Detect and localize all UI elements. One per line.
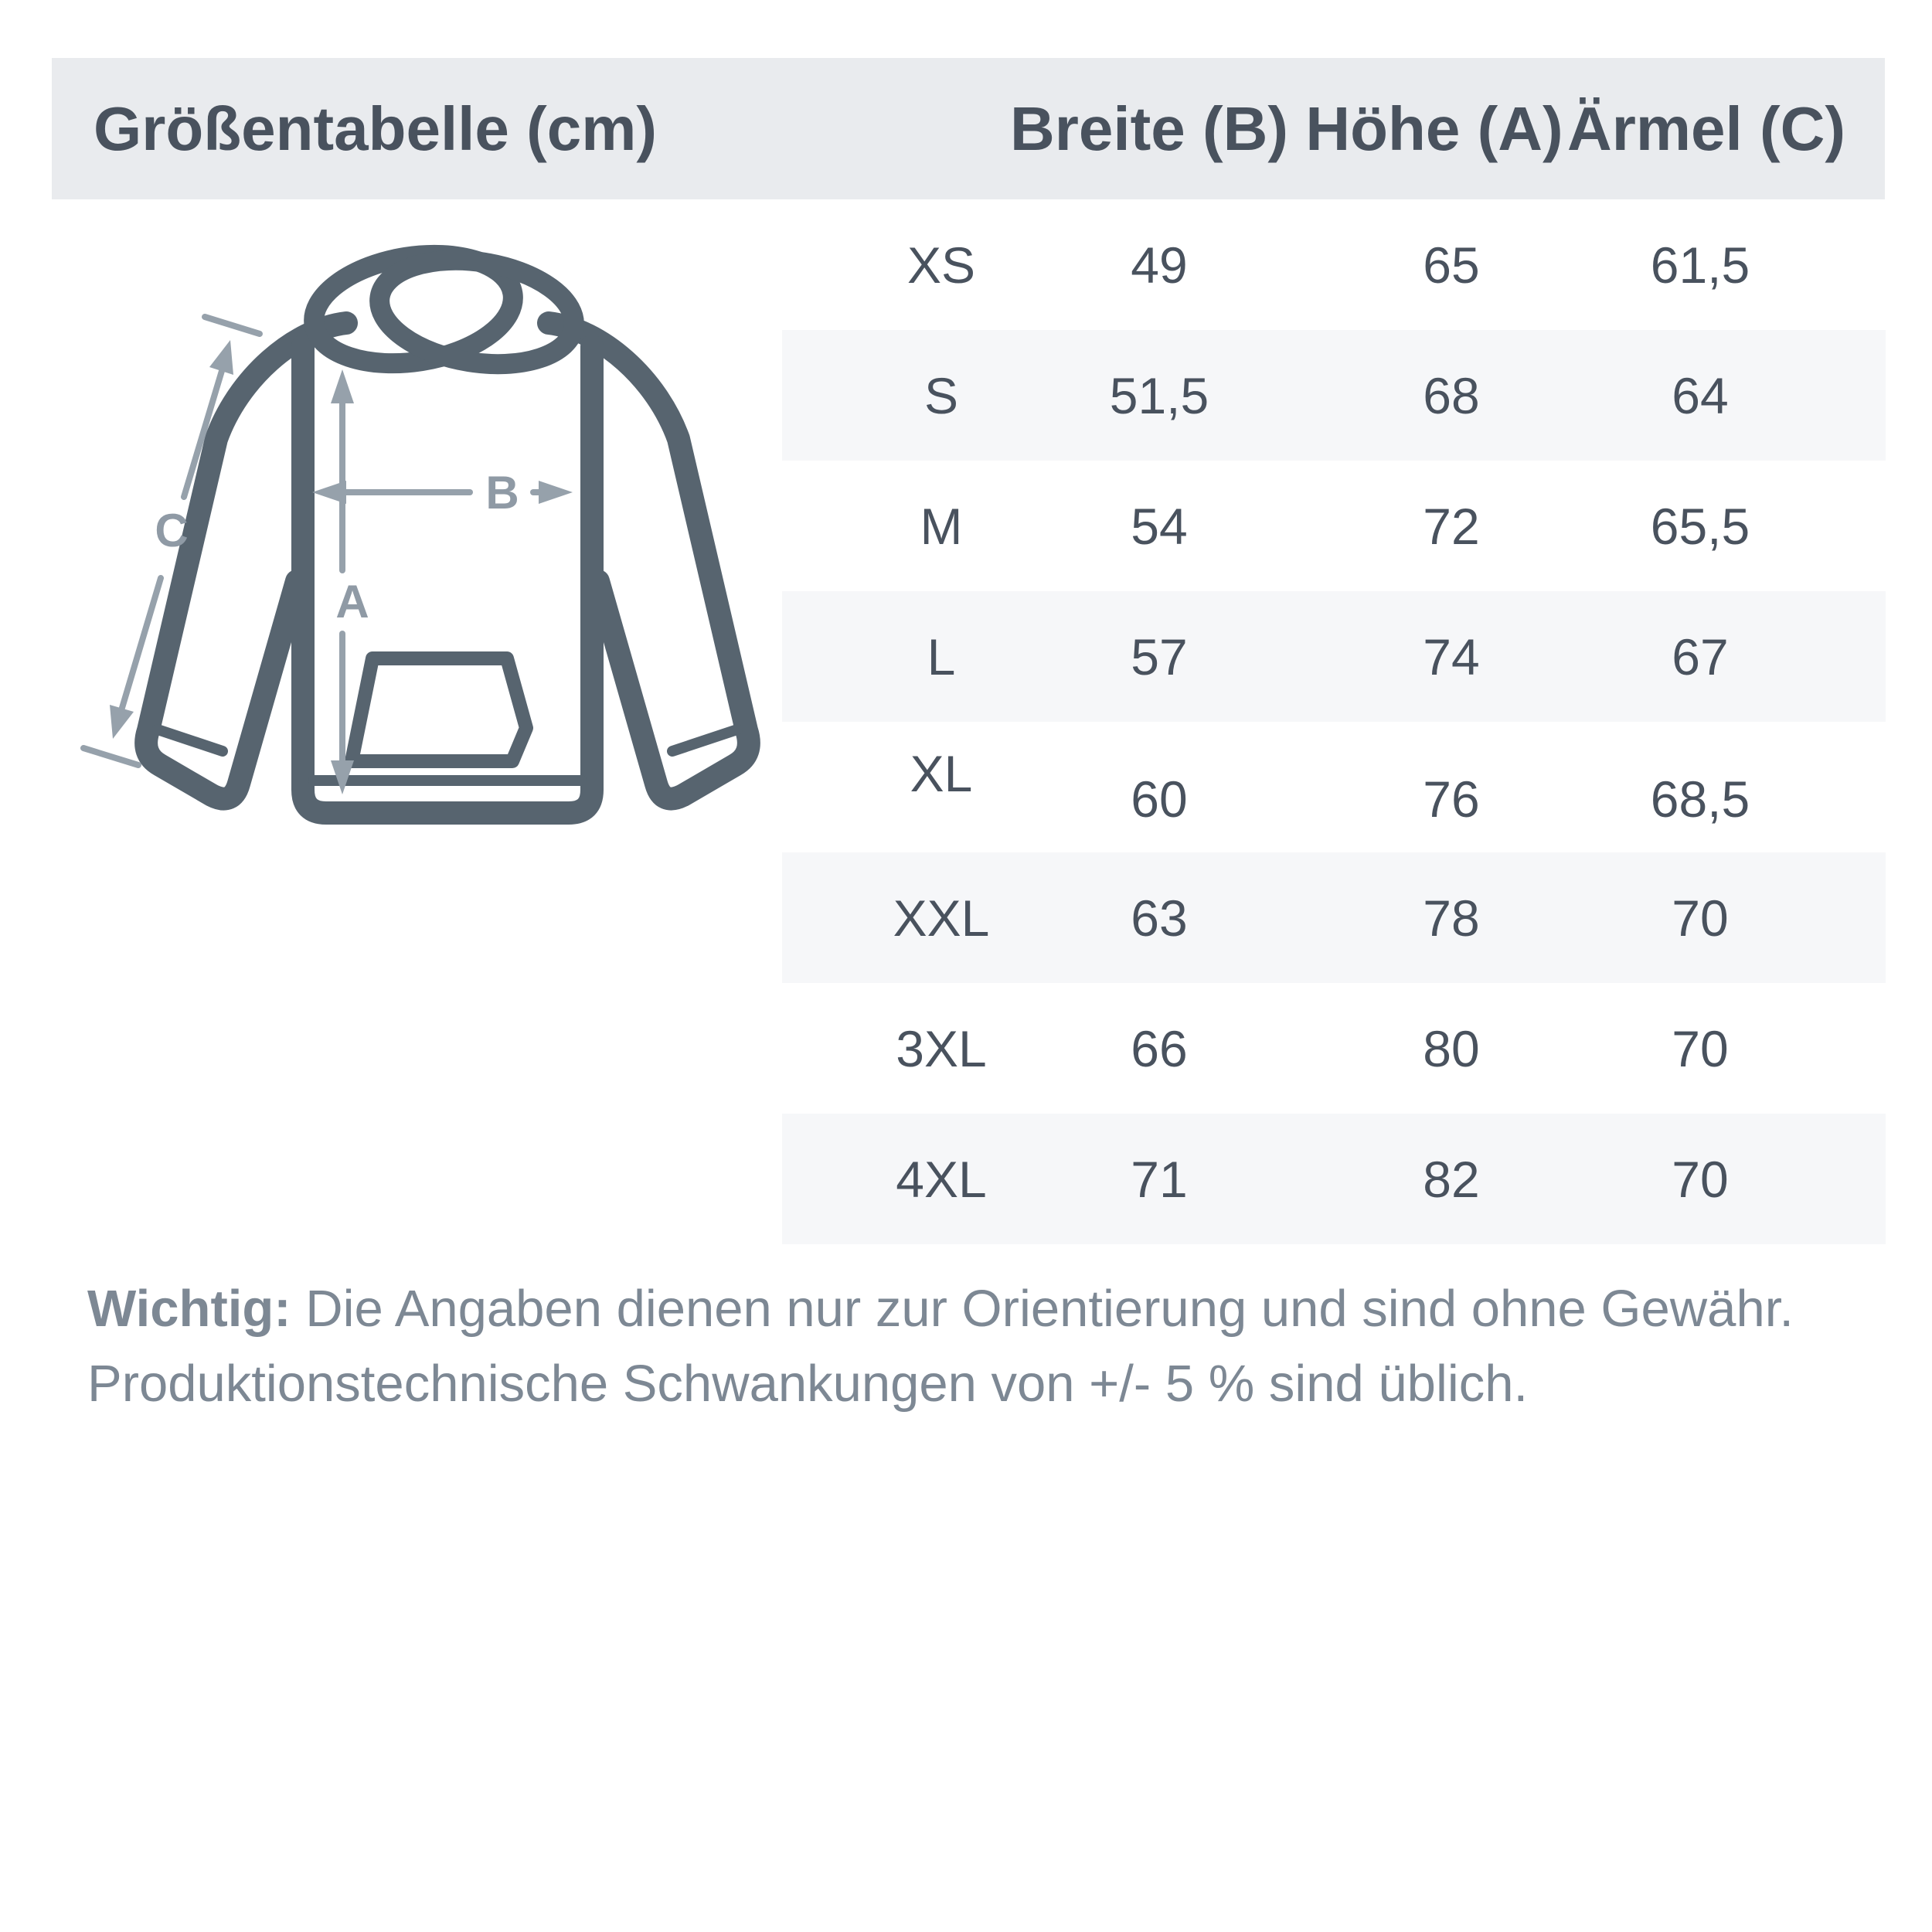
size-cell: 4XL (896, 1150, 987, 1208)
size-cell: XL (910, 744, 973, 802)
aermel-cell: 68,5 (1650, 770, 1750, 828)
size-cell: M (920, 497, 963, 555)
size-table (782, 199, 1886, 1244)
disclaimer-line2: Produktionstechnische Schwankungen von +/- 5 % sind üblich. (87, 1355, 1529, 1413)
hoodie-left-sleeve (146, 323, 346, 799)
table-row (782, 722, 1886, 852)
disclaimer-bold-prefix: Wichtig: (87, 1280, 291, 1338)
hoehe-cell: 78 (1423, 889, 1480, 947)
measure-c-arrowhead-top (209, 340, 233, 375)
disclaimer (87, 1271, 1849, 1421)
size-cell: S (923, 366, 959, 424)
breite-cell: 54 (1131, 497, 1188, 555)
hoehe-cell: 74 (1423, 628, 1480, 685)
hoehe-cell: 82 (1423, 1150, 1480, 1208)
hoehe-cell: 68 (1423, 366, 1480, 424)
hoodie-left-cuff-seam (158, 730, 223, 751)
size-cell: 3XL (896, 1019, 987, 1077)
table-row (782, 983, 1886, 1114)
aermel-cell: 64 (1672, 366, 1729, 424)
hoehe-cell: 65 (1423, 236, 1480, 294)
hoehe-cell: 76 (1423, 770, 1480, 828)
breite-cell: 71 (1131, 1150, 1188, 1208)
disclaimer-line1 (87, 1271, 1849, 1346)
breite-cell: 63 (1131, 889, 1188, 947)
aermel-cell: 70 (1672, 1019, 1729, 1077)
measure-label-a: A (335, 576, 369, 628)
measure-c-bottom-tick (83, 748, 138, 765)
measure-c-arrowhead-bottom (110, 705, 134, 739)
hoehe-cell: 72 (1423, 497, 1480, 555)
measure-b-arrowhead-right (539, 481, 573, 504)
breite-cell: 49 (1131, 236, 1188, 294)
table-header (52, 58, 1885, 199)
measure-a-arrowhead-top (331, 369, 354, 403)
hoodie-measurement-diagram (62, 232, 796, 850)
column-header-breite: Breite (B) (1009, 94, 1289, 163)
table-title: Größentabelle (cm) (94, 94, 658, 163)
table-row (782, 591, 1886, 722)
hoodie-right-cuff-seam (672, 730, 737, 751)
column-header-aermel: Ärmel (C) (1566, 94, 1846, 163)
column-header-hoehe: Höhe (A) (1305, 94, 1563, 163)
table-row (782, 199, 1886, 330)
aermel-cell: 61,5 (1650, 236, 1750, 294)
breite-cell: 57 (1131, 628, 1188, 685)
size-cell: L (927, 628, 956, 685)
size-cell: XS (906, 236, 976, 294)
size-cell: XXL (893, 889, 990, 947)
hoodie-pocket (352, 658, 526, 761)
breite-cell: 51,5 (1109, 366, 1209, 424)
measure-c-top-tick (205, 317, 260, 334)
measure-b-arrowhead-left (312, 481, 346, 504)
table-row (782, 461, 1886, 591)
breite-cell: 66 (1131, 1019, 1188, 1077)
aermel-cell: 67 (1672, 628, 1729, 685)
measure-label-b: B (485, 467, 519, 519)
aermel-cell: 70 (1672, 1150, 1729, 1208)
aermel-cell: 65,5 (1650, 497, 1750, 555)
disclaimer-line1-text: Die Angaben dienen nur zur Orientierung und sind ohne Gewähr. (291, 1280, 1794, 1338)
breite-cell: 60 (1131, 770, 1188, 828)
hoehe-cell: 80 (1423, 1019, 1480, 1077)
measure-label-c: C (155, 505, 189, 556)
table-row (782, 852, 1886, 983)
table-row (782, 1114, 1886, 1244)
table-row (782, 330, 1886, 461)
aermel-cell: 70 (1672, 889, 1729, 947)
hoodie-right-sleeve (549, 323, 749, 799)
